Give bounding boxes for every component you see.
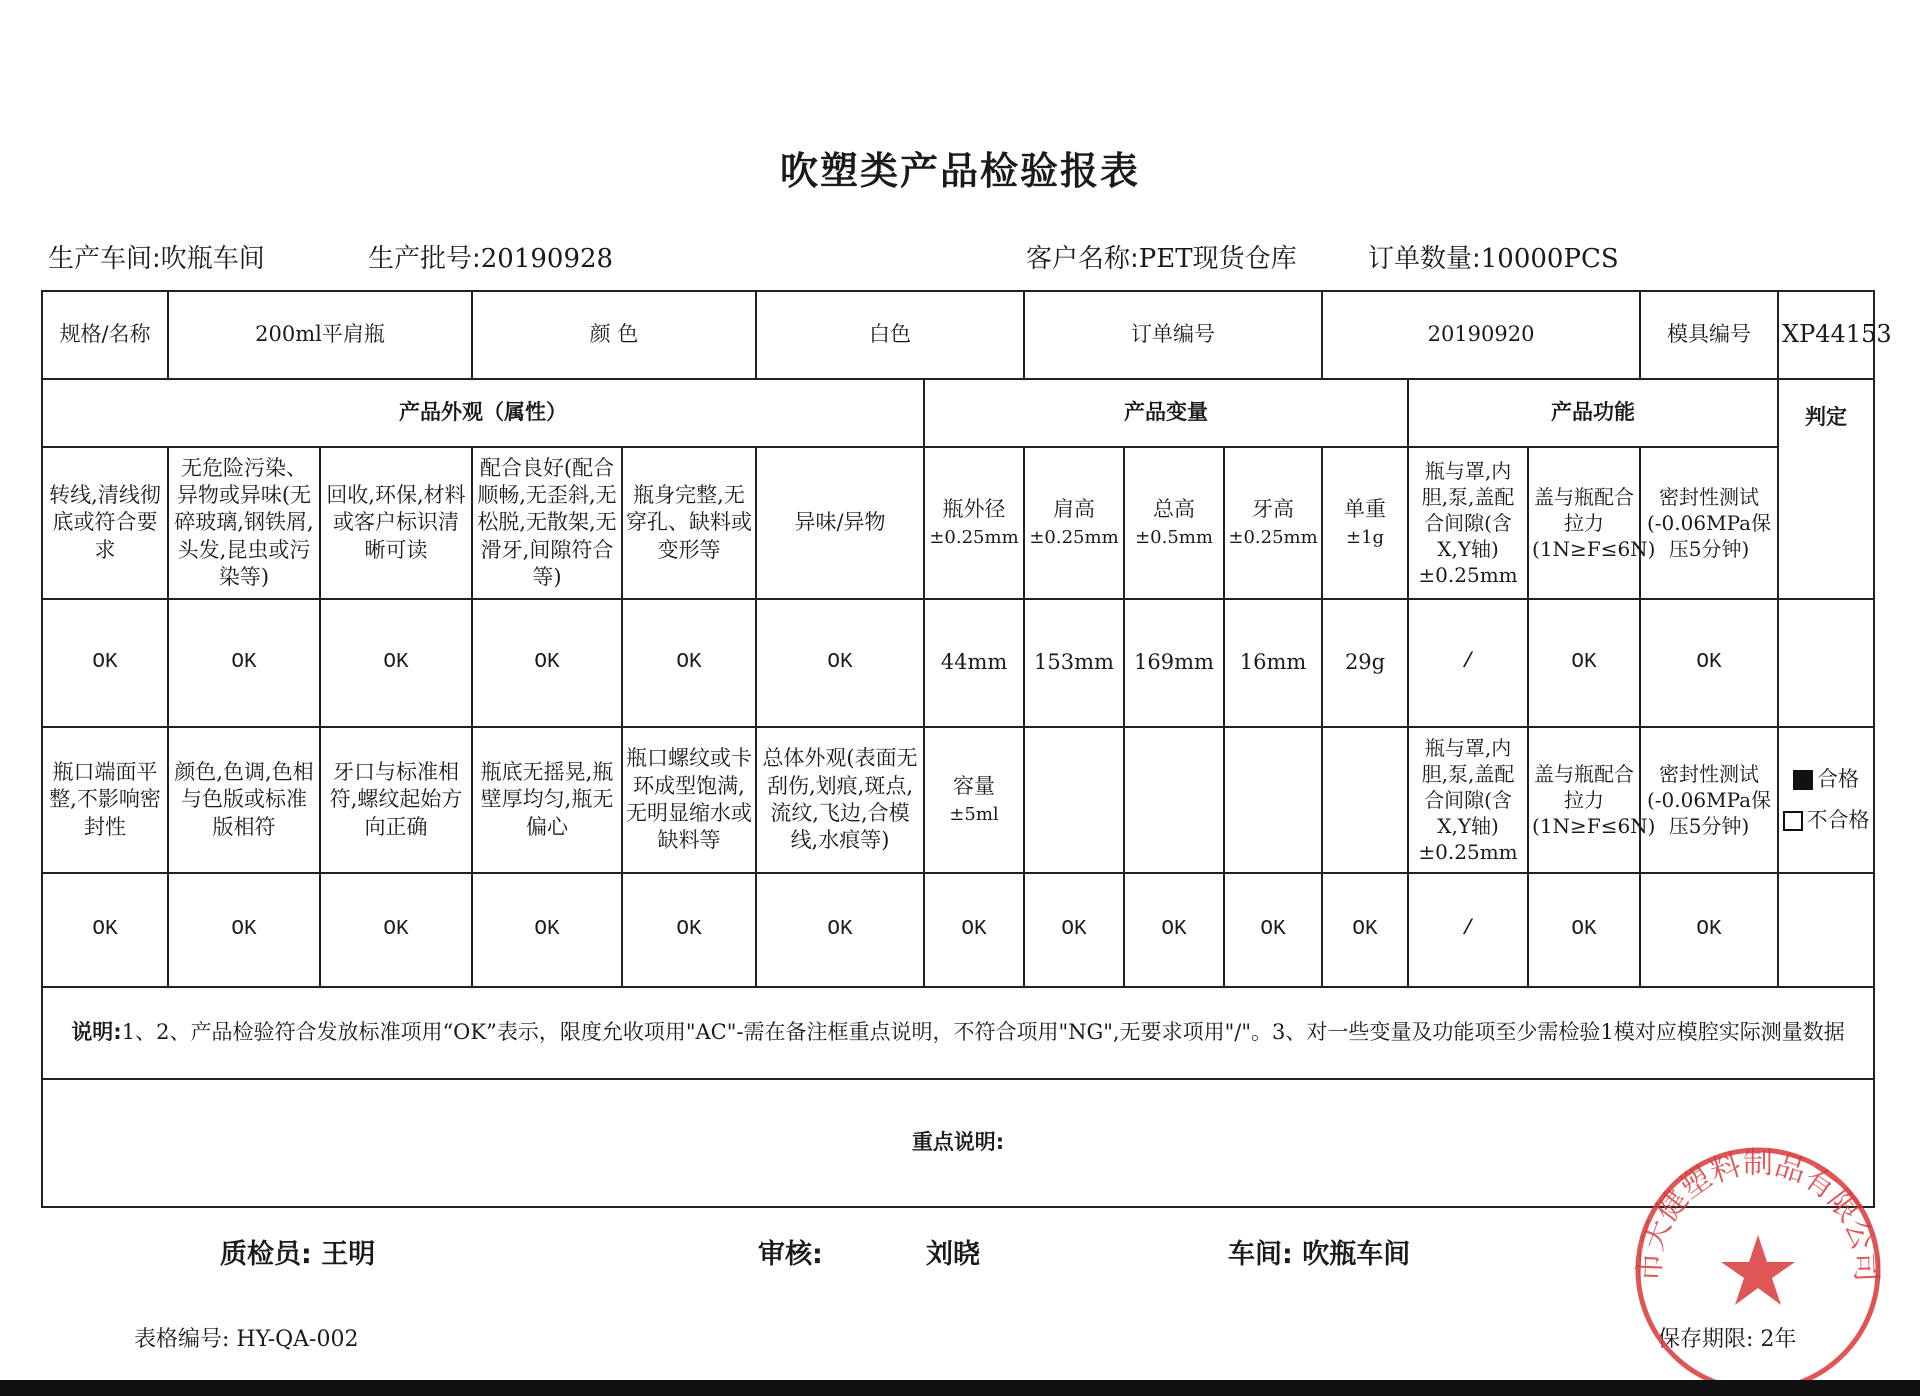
judgement-empty-cell	[1778, 599, 1874, 727]
form-number: 表格编号: HY-QA-002	[134, 1327, 359, 1352]
result-cell: OK	[168, 873, 320, 987]
variable-tolerance: ±0.25mm	[1228, 527, 1318, 548]
result-row-1	[42, 599, 1874, 727]
result-cell: OK	[472, 873, 622, 987]
inspector-label: 质检员:	[220, 1239, 312, 1270]
function-result-cell: OK	[1640, 599, 1778, 727]
criteria-cell: 瓶口螺纹或卡环成型饱满,无明显缩水或缺料等	[622, 727, 756, 873]
variable-name: 瓶外径	[942, 496, 1006, 521]
result-cell: OK	[756, 599, 924, 727]
checked-box-icon	[1793, 770, 1813, 790]
focus-label: 重点说明:	[911, 1130, 1005, 1155]
empty-cell	[1024, 727, 1124, 873]
page-title: 吹塑类产品检验报表	[779, 149, 1140, 193]
workshop-field	[48, 238, 265, 275]
function-criteria: 瓶与罩,内胆,泵,盖配合间隙(含X,Y轴)±0.25mm	[1408, 447, 1528, 599]
focus-cell[interactable]	[42, 1079, 1874, 1207]
quantity-label: 订单数量:	[1368, 244, 1481, 274]
review-field	[758, 1232, 823, 1271]
pass-label: 合格	[1817, 766, 1860, 791]
quantity-value: 10000PCS	[1480, 244, 1619, 274]
result-cell: OK	[622, 873, 756, 987]
result-cell: OK	[622, 599, 756, 727]
order-number-label: 订单编号	[1024, 291, 1322, 379]
result-cell: OK	[924, 873, 1024, 987]
empty-cell	[1124, 727, 1224, 873]
result-cell: OK	[1528, 873, 1640, 987]
result-cell: OK	[1640, 873, 1778, 987]
result-cell: OK	[1124, 873, 1224, 987]
scan-edge-bar	[0, 1380, 1920, 1396]
variable-name: 牙高	[1252, 496, 1295, 521]
spec-value: 200ml平肩瓶	[168, 291, 472, 379]
result-cell: OK	[1224, 873, 1322, 987]
judgement-empty-cell	[1778, 873, 1874, 987]
note-cell	[42, 987, 1874, 1079]
note-text: 1、2、产品检验符合发放标准项用“OK”表示，限度允收项用"AC"-需在备注框重点说明，不符合项用"NG",无要求项用"/"。3、对一些变量及功能项至少需检验1模对应模腔实际测量数据	[121, 1020, 1845, 1045]
customer-label: 客户名称:	[1026, 244, 1139, 274]
function-criteria: 盖与瓶配合拉力(1N≥F≤6N)	[1528, 727, 1640, 873]
criteria-cell: 异味/异物	[756, 447, 924, 599]
workshop-value: 吹瓶车间	[160, 244, 265, 274]
batch-value: 20190928	[480, 244, 614, 274]
empty-cell	[1322, 727, 1408, 873]
inspector-name: 王明	[321, 1239, 376, 1270]
workshop-label: 生产车间:	[48, 244, 161, 274]
pass-option[interactable]	[1782, 766, 1870, 793]
variable-tolerance: ±5ml	[949, 804, 999, 825]
criteria-cell: 瓶口端面平整,不影响密封性	[42, 727, 168, 873]
criteria-cell: 无危险污染、异物或异味(无碎玻璃,钢铁屑,头发,昆虫或污染等)	[168, 447, 320, 599]
result-cell: OK	[472, 599, 622, 727]
workshop-sign-field	[1228, 1232, 1410, 1271]
section-function: 产品功能	[1408, 379, 1778, 447]
section-variables: 产品变量	[924, 379, 1408, 447]
result-cell: OK	[320, 873, 472, 987]
customer-value: PET现货仓库	[1138, 244, 1297, 274]
section-header-row	[42, 379, 1874, 447]
section-judgement: 判定	[1778, 379, 1874, 599]
variable-header	[1124, 447, 1224, 599]
function-result-cell: /	[1408, 599, 1528, 727]
empty-cell	[1224, 727, 1322, 873]
result-cell: OK	[168, 599, 320, 727]
focus-row	[42, 1079, 1874, 1207]
note-label: 说明:	[71, 1020, 122, 1045]
criteria-cell: 总体外观(表面无刮伤,划痕,斑点,流纹,飞边,合模线,水痕等)	[756, 727, 924, 873]
batch-label: 生产批号:	[368, 244, 481, 274]
result-row-2	[42, 873, 1874, 987]
result-cell: OK	[756, 873, 924, 987]
function-result-cell: OK	[1528, 599, 1640, 727]
result-cell: OK	[320, 599, 472, 727]
result-cell: OK	[1322, 873, 1408, 987]
mold-label: 模具编号	[1640, 291, 1778, 379]
section-appearance: 产品外观（属性）	[42, 379, 924, 447]
variable-tolerance: ±0.5mm	[1135, 527, 1213, 548]
variable-name: 总高	[1153, 496, 1195, 521]
color-label: 颜 色	[472, 291, 756, 379]
criteria-cell: 回收,环保,材料或客户标识清晰可读	[320, 447, 472, 599]
criteria-cell: 颜色,色调,色相与色版或标准版相符	[168, 727, 320, 873]
company-seal-icon	[1628, 1140, 1888, 1400]
fail-option[interactable]	[1782, 807, 1870, 834]
customer-field	[1026, 238, 1297, 275]
spec-label: 规格/名称	[42, 291, 168, 379]
seal-text: 市天健塑料制品有限公司	[1632, 1146, 1884, 1283]
reviewer-name: 刘晓	[926, 1239, 980, 1270]
retention-period: 保存期限: 2年	[1658, 1327, 1797, 1352]
workshop-sign-value: 吹瓶车间	[1302, 1239, 1411, 1270]
result-cell: OK	[42, 873, 168, 987]
variable-header	[924, 727, 1024, 873]
variable-name: 肩高	[1053, 496, 1095, 521]
criteria-cell: 牙口与标准相符,螺纹起始方向正确	[320, 727, 472, 873]
variable-header	[924, 447, 1024, 599]
inspection-table	[41, 290, 1892, 1208]
quantity-field	[1368, 238, 1619, 275]
variable-tolerance: ±1g	[1346, 527, 1385, 548]
color-value: 白色	[756, 291, 1024, 379]
criteria-row-1	[42, 447, 1874, 599]
result-cell: OK	[42, 599, 168, 727]
result-cell: OK	[1024, 873, 1124, 987]
variable-tolerance: ±0.25mm	[1029, 527, 1119, 548]
function-criteria: 密封性测试(-0.06MPa保压5分钟)	[1640, 727, 1778, 873]
order-number-value: 20190920	[1322, 291, 1640, 379]
measurement-cell: 169mm	[1124, 599, 1224, 727]
measurement-cell: 16mm	[1224, 599, 1322, 727]
variable-tolerance: ±0.25mm	[929, 527, 1019, 548]
batch-field	[368, 238, 613, 275]
variable-header	[1224, 447, 1322, 599]
measurement-cell: 153mm	[1024, 599, 1124, 727]
result-cell: /	[1408, 873, 1528, 987]
criteria-row-2	[42, 727, 1874, 873]
variable-header	[1024, 447, 1124, 599]
criteria-cell: 瓶身完整,无穿孔、缺料或变形等	[622, 447, 756, 599]
variable-header	[1322, 447, 1408, 599]
judgement-options	[1778, 727, 1874, 873]
fail-label: 不合格	[1806, 808, 1870, 832]
mold-value: XP44153	[1778, 291, 1874, 379]
criteria-cell: 瓶底无摇晃,瓶壁厚均匀,瓶无偏心	[472, 727, 622, 873]
unchecked-box-icon	[1783, 811, 1803, 831]
function-criteria: 瓶与罩,内胆,泵,盖配合间隙(含X,Y轴)±0.25mm	[1408, 727, 1528, 873]
note-row	[42, 987, 1874, 1079]
workshop-sign-label: 车间:	[1228, 1239, 1293, 1270]
function-criteria: 密封性测试(-0.06MPa保压5分钟)	[1640, 447, 1778, 599]
spec-row	[42, 291, 1874, 379]
function-criteria: 盖与瓶配合拉力(1N≥F≤6N)	[1528, 447, 1640, 599]
variable-name: 单重	[1344, 496, 1387, 521]
criteria-cell: 配合良好(配合顺畅,无歪斜,无松脱,无散架,无滑牙,间隙符合等)	[472, 447, 622, 599]
measurement-cell: 44mm	[924, 599, 1024, 727]
review-label: 审核:	[758, 1239, 823, 1270]
criteria-cell: 转线,清线彻底或符合要求	[42, 447, 168, 599]
measurement-cell: 29g	[1322, 599, 1408, 727]
inspector-field	[220, 1232, 375, 1271]
variable-name: 容量	[953, 773, 995, 798]
